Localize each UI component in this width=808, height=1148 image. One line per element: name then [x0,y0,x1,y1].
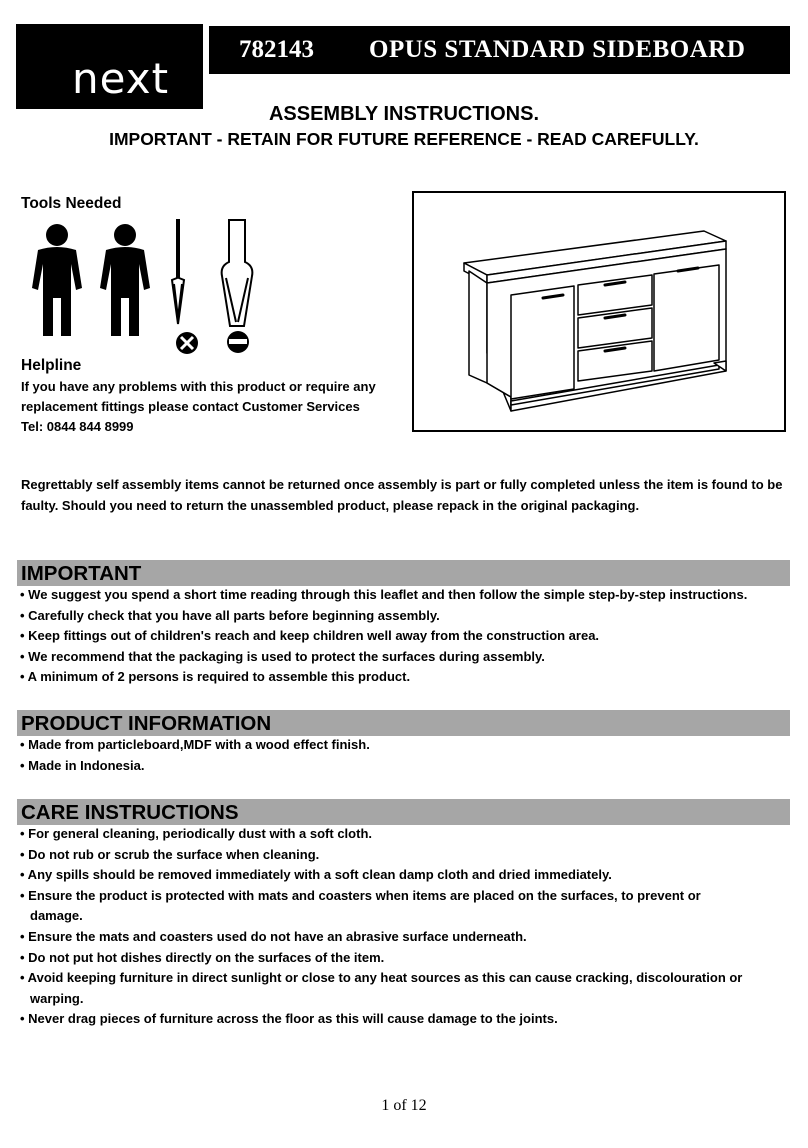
list-item: • Ensure the mats and coasters used do not have an abrasive surface underneath. [20,928,527,944]
person-icon [32,224,82,336]
list-item: • Do not put hot dishes directly on the surfaces of the item. [20,949,385,965]
list-item: • Made from particleboard,MDF with a wood effect finish. [20,737,370,752]
important-section-header: IMPORTANT [17,560,790,586]
helpline-text: If you have any problems with this product or require any replacement fittings please contact Customer Services Tel: 0844 844 8999 [21,379,376,434]
product-code: 782143 [239,36,314,63]
list-item: • Carefully check that you have all parts before beginning assembly. [20,607,440,623]
retain-heading: IMPORTANT - RETAIN FOR FUTURE REFERENCE - READ CAREFULLY. [109,129,699,149]
list-item: • Avoid keeping furniture in direct sunlight or close to any heat sources as this can cause cracking, discolouration or warping. [20,970,743,1006]
flat-head-icon [227,331,249,353]
list-item: • Any spills should be removed immediately with a soft clean damp cloth and dried immediately. [20,867,612,883]
page-number: 1 of 12 [381,1097,427,1114]
care-section-header: CARE INSTRUCTIONS [17,799,790,825]
tools-needed-label: Tools Needed [21,195,122,212]
list-item: • Ensure the product is protected with mats and coasters when items are placed on the surfaces, to prevent or damage. [20,887,701,924]
phillips-screwdriver-icon [172,220,184,324]
list-item: • Made in Indonesia. [20,757,145,773]
list-item: • Keep fittings out of children's reach and keep children well away from the construction area. [20,628,600,644]
sideboard-illustration [414,193,784,430]
list-item: • We recommend that the packaging is used to protect the surfaces during assembly. [20,648,545,664]
product-image-frame [412,191,786,432]
list-item: • We suggest you spend a short time reading through this leaflet and then follow the simple step-by-step instructions. [20,587,748,602]
person-icon [100,224,150,336]
phillips-head-icon [176,332,198,354]
list-item: • Do not rub or scrub the surface when cleaning. [20,846,320,862]
product-name: OPUS STANDARD SIDEBOARD [369,36,746,63]
tools-illustration [24,218,264,354]
list-item: • For general cleaning, periodically dust with a soft cloth. [20,826,372,841]
helpline-label: Helpline [21,357,82,374]
product-info-list [20,735,795,776]
list-item: • A minimum of 2 persons is required to assemble this product. [20,669,411,685]
care-list [20,824,795,1030]
brand-logo [16,24,203,109]
important-list [20,585,795,688]
title-bar [209,26,790,74]
list-item: • Never drag pieces of furniture across the floor as this will cause damage to the joints. [20,1011,558,1027]
product-info-section-header: PRODUCT INFORMATION [17,710,790,736]
assembly-heading: ASSEMBLY INSTRUCTIONS. [268,103,540,125]
brand-logo-text: next [72,54,170,103]
returns-notice: Regrettably self assembly items cannot be returned once assembly is part or fully completed unless the item is found to be faulty. Should you need to return the unassembled product, please repack in the original packaging. [21,477,783,513]
flat-screwdriver-icon [222,220,253,326]
